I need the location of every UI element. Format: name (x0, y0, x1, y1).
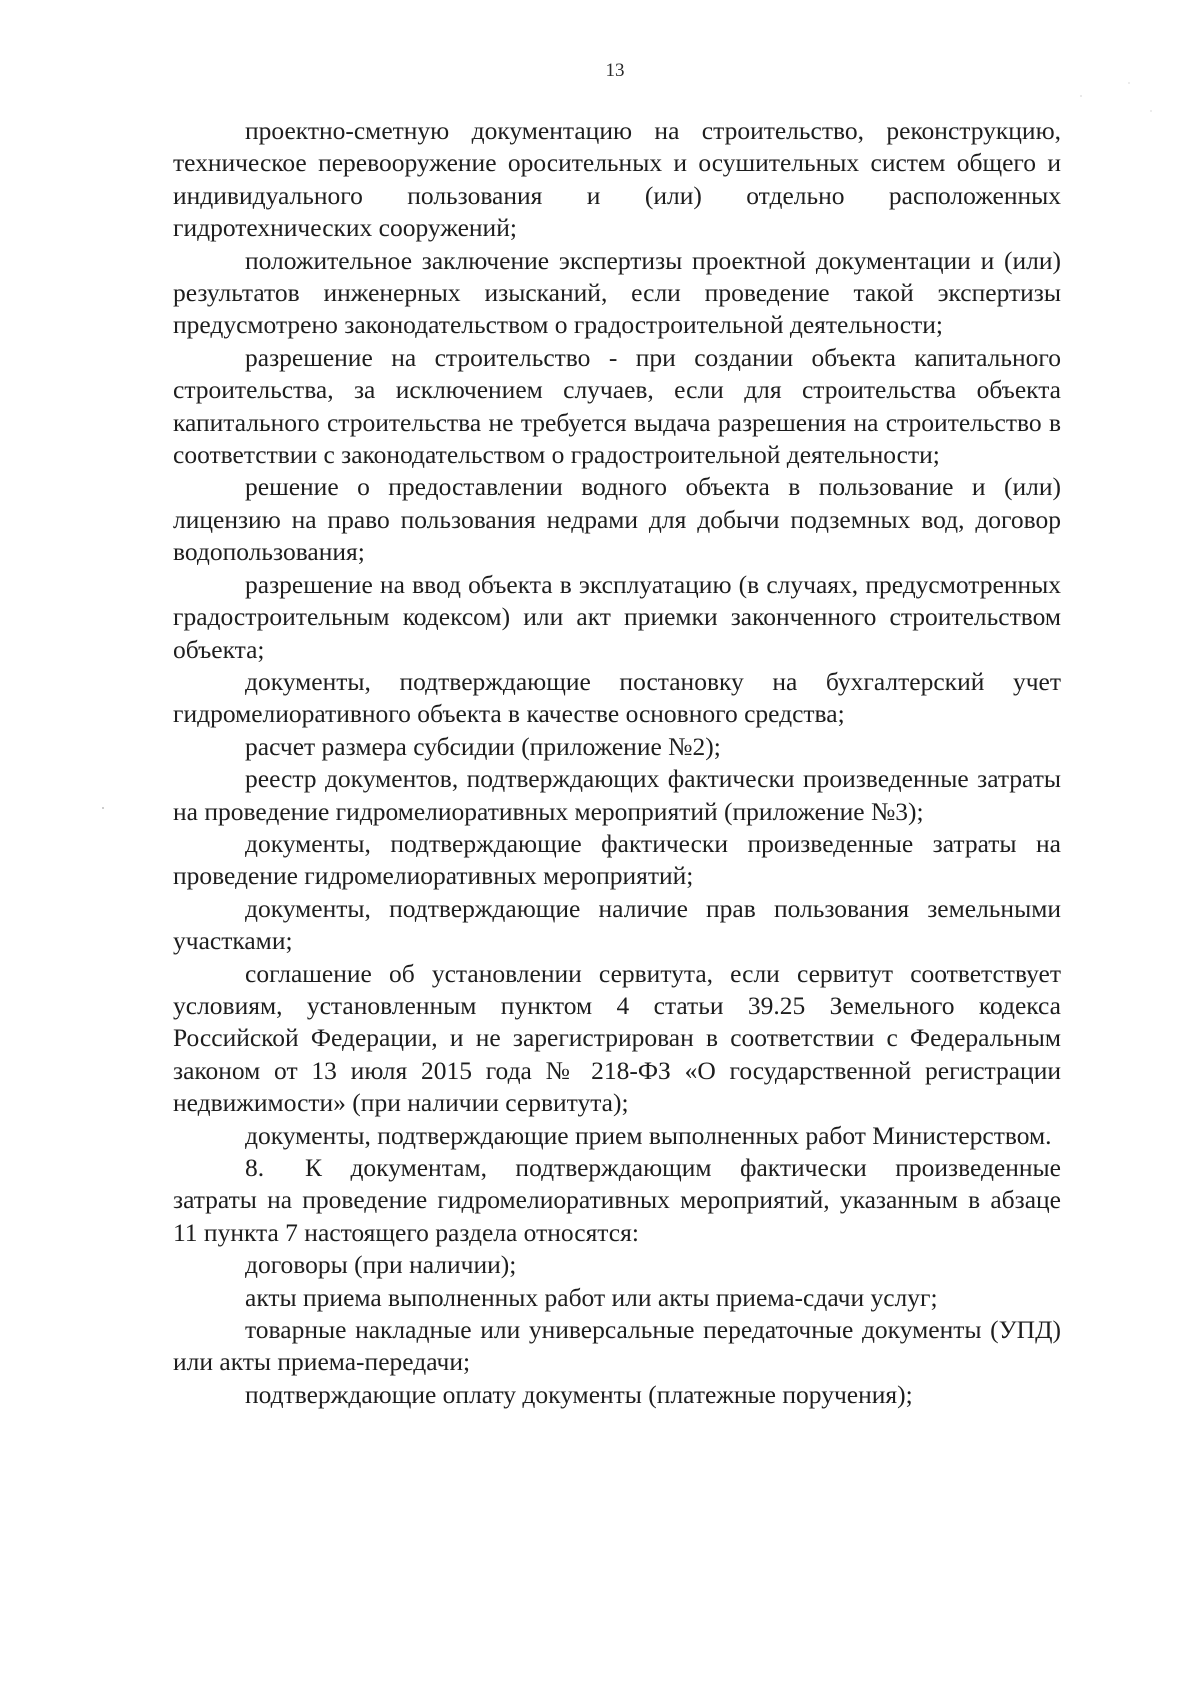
paragraph-commissioning-permit: разрешение на ввод объекта в эксплуатацию (в случаях, предусмотренных градостроительным кодексом) или акт приемки законченного строительством объекта; (173, 569, 1061, 664)
paragraph-water-body-decision: решение о предоставлении водного объекта в пользование и (или) лицензию на право пользования недрами для добычи подземных вод, договор водопользования; (173, 472, 1061, 567)
scan-speck (1128, 82, 1130, 84)
paragraph-subsidy-calculation: расчет размера субсидии (приложение №2); (245, 731, 721, 761)
paragraph-expertise-conclusion: положительное заключение экспертизы проектной документации и (или) результатов инженерных изысканий, если проведение такой экспертизы предусмотрено законодательством о градостроительной деятельности; (173, 245, 1061, 340)
section-8-text: К документам, подтверждающим фактически произведенные затраты на проведение гидромелиоративных мероприятий, указанным в абзаце 11 пункта 7 настоящего раздела относятся: (173, 1153, 1061, 1247)
scan-speck (1150, 110, 1152, 112)
scan-speck (102, 807, 104, 809)
paragraph-work-acceptance: документы, подтверждающие прием выполненных работ Министерством. (245, 1120, 1052, 1150)
section-8-item-waybills: товарные накладные или универсальные передаточные документы (УПД) или акты приема-передачи; (173, 1315, 1061, 1377)
section-8-paragraph (173, 1152, 1061, 1249)
paragraph-documents-registry: реестр документов, подтверждающих фактически произведенные затраты на проведение гидромелиоративных мероприятий (приложение №3); (173, 764, 1061, 826)
section-8-item-payment-documents: подтверждающие оплату документы (платежные поручения); (245, 1379, 913, 1409)
section-8-item-contracts: договоры (при наличии); (245, 1250, 517, 1280)
section-8-number: 8. (245, 1153, 265, 1182)
paragraph-servitude-agreement: соглашение об установлении сервитута, если сервитут соответствует условиям, установленным пунктом 4 статьи 39.25 Земельного кодекса Российской Федерации, и не зарегистрирован в соответствии с Федеральным законом от 13 июля 2015 года № 218-ФЗ «О государственной регистрации недвижимости» (при наличии сервитута); (173, 958, 1061, 1118)
paragraph-cost-documents: документы, подтверждающие фактически произведенные затраты на проведение гидромелиоративных мероприятий; (173, 828, 1061, 891)
section-8-item-acceptance-acts: акты приема выполненных работ или акты приема-сдачи услуг; (245, 1282, 938, 1312)
paragraph-land-rights: документы, подтверждающие наличие прав пользования земельными участками; (173, 893, 1061, 956)
paragraph-construction-permit: разрешение на строительство - при создании объекта капитального строительства, за исключением случаев, если для строительства объекта капитального строительства не требуется выдача разрешения на строительство в соответствии с законодательством о градостроительной деятельности; (173, 342, 1061, 470)
scan-speck (1080, 95, 1082, 97)
paragraph-accounting-documents: документы, подтверждающие постановку на бухгалтерский учет гидромелиоративного объекта в качестве основного средства; (173, 666, 1061, 729)
document-body (173, 115, 1061, 1411)
page-number: 13 (605, 60, 625, 81)
paragraph-design-documentation: проектно-сметную документацию на строительство, реконструкцию, техническое перевооружение оросительных и осушительных систем общего и индивидуального пользования и (или) отдельно расположенных гидротехнических сооружений; (173, 116, 1061, 243)
